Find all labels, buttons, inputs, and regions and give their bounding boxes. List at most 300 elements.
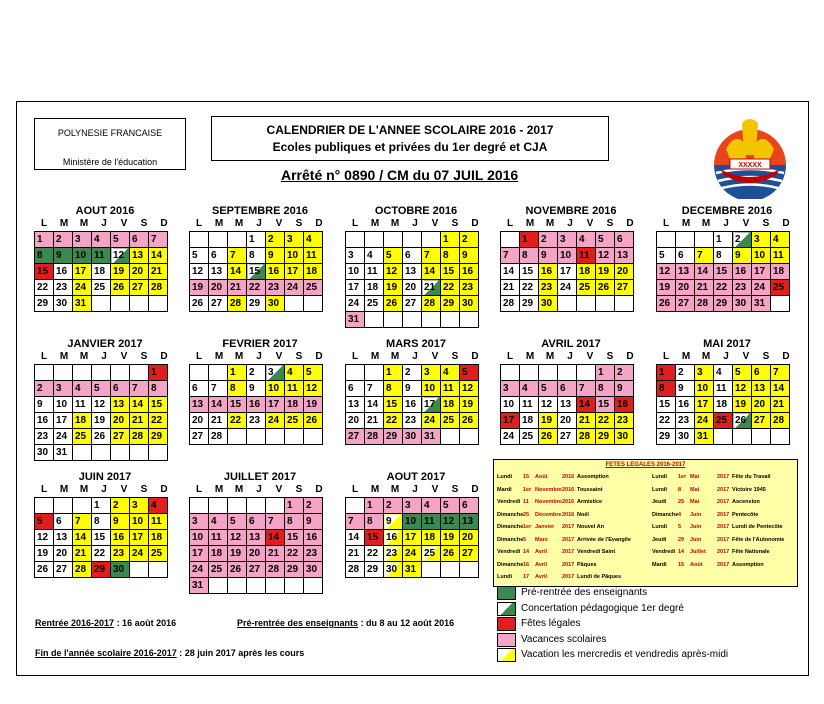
holiday-day: 4 <box>678 511 682 518</box>
day-cell: 2 <box>676 365 695 381</box>
holiday-year: 2017 <box>562 536 575 543</box>
holiday-day: 15 <box>678 561 685 568</box>
day-cell: 12 <box>92 397 111 413</box>
day-cell: 18 <box>577 264 596 280</box>
day-cell: 26 <box>111 280 130 296</box>
day-cell: 4 <box>422 498 441 514</box>
weekday-label: L <box>40 218 48 229</box>
holiday-weekday: Lundi <box>652 524 667 530</box>
empty-cell <box>441 312 460 328</box>
day-cell: 26 <box>441 546 460 562</box>
day-cell: 5 <box>733 365 752 381</box>
weekday-label: L <box>195 484 203 495</box>
day-cell: 31 <box>422 429 441 445</box>
day-cell: 5 <box>441 498 460 514</box>
day-cell: 9 <box>676 381 695 397</box>
month-grid <box>34 364 168 461</box>
day-cell: 29 <box>520 296 539 312</box>
day-cell: 3 <box>285 232 304 248</box>
month-title: MAI 2017 <box>703 338 751 350</box>
day-cell: 13 <box>54 530 73 546</box>
day-cell: 18 <box>422 530 441 546</box>
day-cell: 28 <box>266 562 285 578</box>
holiday-year: 2016 <box>562 511 575 518</box>
day-cell: 11 <box>422 514 441 530</box>
day-cell: 14 <box>228 264 247 280</box>
holiday-month: Novembre <box>535 486 562 493</box>
weekday-label: V <box>742 218 750 229</box>
weekday-header <box>34 218 176 230</box>
day-cell: 15 <box>657 397 676 413</box>
day-cell: 24 <box>346 296 365 312</box>
empty-cell <box>285 578 304 594</box>
empty-cell <box>441 562 460 578</box>
day-cell: 10 <box>130 514 149 530</box>
holiday-weekday: Lundi <box>497 474 512 480</box>
day-cell: 4 <box>304 232 323 248</box>
empty-cell <box>365 232 384 248</box>
day-cell: 19 <box>733 397 752 413</box>
day-cell: 17 <box>346 280 365 296</box>
empty-cell <box>695 232 714 248</box>
holiday-name: Armistice <box>577 499 603 505</box>
day-cell: 30 <box>35 445 54 461</box>
day-cell: 20 <box>111 413 130 429</box>
weekday-label: V <box>586 218 594 229</box>
empty-cell <box>73 445 92 461</box>
day-cell: 24 <box>422 413 441 429</box>
weekday-label: J <box>256 218 262 229</box>
day-cell: 18 <box>441 397 460 413</box>
day-cell: 11 <box>771 248 790 264</box>
rentree-date: : 16 août 2016 <box>114 618 177 628</box>
day-cell: 19 <box>596 264 615 280</box>
day-cell: 29 <box>149 429 168 445</box>
empty-cell <box>285 429 304 445</box>
empty-cell <box>209 498 228 514</box>
weekday-label: S <box>295 484 303 495</box>
day-cell: 16 <box>676 397 695 413</box>
day-cell: 15 <box>714 264 733 280</box>
holiday-year: 2017 <box>717 499 730 505</box>
weekday-label: S <box>606 218 614 229</box>
day-cell: 29 <box>247 296 266 312</box>
legend-item <box>497 586 797 600</box>
day-cell: 19 <box>539 413 558 429</box>
holiday-weekday: Vendredi <box>497 499 521 505</box>
day-cell: 17 <box>403 530 422 546</box>
day-cell: 10 <box>422 381 441 397</box>
empty-cell <box>130 445 149 461</box>
day-cell: 21 <box>130 413 149 429</box>
month-title: JUIN 2017 <box>78 471 132 483</box>
weekday-label: V <box>431 351 439 362</box>
weekday-label: J <box>412 351 418 362</box>
day-cell: 22 <box>520 280 539 296</box>
empty-cell <box>596 296 615 312</box>
legend-item <box>497 633 797 647</box>
day-cell: 27 <box>130 280 149 296</box>
day-cell: 17 <box>752 264 771 280</box>
day-cell: 9 <box>304 514 323 530</box>
day-cell: 21 <box>149 264 168 280</box>
weekday-label: M <box>701 218 711 229</box>
day-cell: 10 <box>403 514 422 530</box>
day-cell: 25 <box>422 546 441 562</box>
day-cell: 11 <box>441 381 460 397</box>
day-cell: 25 <box>285 413 304 429</box>
svg-text:XXXXX: XXXXX <box>738 162 762 169</box>
day-cell: 27 <box>752 413 771 429</box>
holiday-day: 5 <box>523 536 527 543</box>
day-cell: 25 <box>771 280 790 296</box>
holiday-month: Juin <box>690 511 702 518</box>
day-cell: 7 <box>130 381 149 397</box>
day-cell: 7 <box>266 514 285 530</box>
day-cell: 10 <box>285 248 304 264</box>
day-cell: 5 <box>228 514 247 530</box>
day-cell: 11 <box>209 530 228 546</box>
day-cell: 20 <box>403 280 422 296</box>
day-cell: 14 <box>577 397 596 413</box>
page-title: CALENDRIER DE L'ANNEE SCOLAIRE 2016 - 2017 <box>266 123 554 137</box>
day-cell: 9 <box>54 248 73 264</box>
day-cell: 1 <box>285 498 304 514</box>
empty-cell <box>285 296 304 312</box>
holiday-day: 1er <box>523 486 532 493</box>
holiday-weekday: Lundi <box>497 574 512 580</box>
weekday-label: M <box>234 218 244 229</box>
empty-cell <box>111 365 130 381</box>
day-cell: 12 <box>733 381 752 397</box>
day-cell: 12 <box>228 530 247 546</box>
day-cell: 25 <box>441 413 460 429</box>
day-cell: 26 <box>304 413 323 429</box>
weekday-header <box>656 351 798 363</box>
weekday-label: L <box>662 218 670 229</box>
day-cell: 17 <box>266 397 285 413</box>
pre-rentree-note <box>237 618 454 628</box>
weekday-label: L <box>351 218 359 229</box>
day-cell: 30 <box>733 296 752 312</box>
day-cell: 20 <box>558 413 577 429</box>
weekday-header <box>345 484 487 496</box>
french-polynesia-emblem-icon <box>706 115 794 199</box>
day-cell: 6 <box>676 248 695 264</box>
day-cell: 21 <box>577 413 596 429</box>
legend-label: Fêtes légales <box>521 618 581 629</box>
day-cell: 12 <box>384 264 403 280</box>
territory-name: POLYNESIE FRANCAISE <box>57 128 163 138</box>
day-cell: 25 <box>577 280 596 296</box>
day-cell: 1 <box>384 365 403 381</box>
day-cell: 25 <box>714 413 733 429</box>
empty-cell <box>441 429 460 445</box>
holiday-month: Décembre <box>535 511 562 518</box>
day-cell: 20 <box>752 397 771 413</box>
empty-cell <box>209 578 228 594</box>
empty-cell <box>539 365 558 381</box>
day-cell: 12 <box>190 264 209 280</box>
day-cell: 21 <box>422 280 441 296</box>
empty-cell <box>501 232 520 248</box>
day-cell: 27 <box>558 429 577 445</box>
day-cell: 14 <box>73 530 92 546</box>
weekday-header <box>34 484 176 496</box>
day-cell: 23 <box>539 280 558 296</box>
day-cell: 16 <box>460 264 479 280</box>
day-cell: 7 <box>346 514 365 530</box>
day-cell: 13 <box>247 530 266 546</box>
weekday-header <box>34 351 176 363</box>
month-title: AOUT 2016 <box>75 205 135 217</box>
day-cell: 29 <box>714 296 733 312</box>
empty-cell <box>266 578 285 594</box>
day-cell: 5 <box>35 514 54 530</box>
day-cell: 3 <box>266 365 285 381</box>
day-cell: 27 <box>111 429 130 445</box>
day-cell: 24 <box>130 546 149 562</box>
holiday-month: Avril <box>535 549 548 555</box>
public-holidays-table <box>493 459 798 587</box>
day-cell: 26 <box>384 296 403 312</box>
day-cell: 23 <box>247 413 266 429</box>
day-cell: 28 <box>695 296 714 312</box>
empty-cell <box>558 296 577 312</box>
weekday-label: D <box>160 484 168 495</box>
holiday-year: 2016 <box>562 499 575 505</box>
day-cell: 23 <box>384 546 403 562</box>
weekday-label: L <box>195 351 203 362</box>
day-cell: 30 <box>266 296 285 312</box>
day-cell: 18 <box>714 397 733 413</box>
day-cell: 27 <box>346 429 365 445</box>
holiday-name: Vendredi Saint <box>577 549 616 555</box>
weekday-label: M <box>214 218 224 229</box>
holiday-weekday: Dimanche <box>497 536 524 543</box>
day-cell: 10 <box>501 397 520 413</box>
day-cell: 2 <box>35 381 54 397</box>
day-cell: 16 <box>266 264 285 280</box>
day-cell: 10 <box>752 248 771 264</box>
day-cell: 13 <box>111 397 130 413</box>
day-cell: 17 <box>558 264 577 280</box>
day-cell: 6 <box>403 248 422 264</box>
day-cell: 2 <box>733 232 752 248</box>
day-cell: 21 <box>346 546 365 562</box>
holiday-day: 15 <box>523 474 530 480</box>
day-cell: 9 <box>266 248 285 264</box>
empty-cell <box>577 365 596 381</box>
day-cell: 6 <box>460 498 479 514</box>
empty-cell <box>657 232 676 248</box>
day-cell: 20 <box>676 280 695 296</box>
day-cell: 14 <box>422 264 441 280</box>
day-cell: 9 <box>539 248 558 264</box>
day-cell: 19 <box>35 546 54 562</box>
day-cell: 9 <box>733 248 752 264</box>
empty-cell <box>676 232 695 248</box>
weekday-label: J <box>412 484 418 495</box>
day-cell: 24 <box>695 413 714 429</box>
month-grid <box>656 231 790 312</box>
weekday-label: J <box>723 218 729 229</box>
weekday-label: M <box>681 218 691 229</box>
day-cell: 28 <box>73 562 92 578</box>
month-grid <box>345 497 479 578</box>
day-cell: 20 <box>190 413 209 429</box>
weekday-header <box>189 484 331 496</box>
day-cell: 4 <box>520 381 539 397</box>
holiday-year: 2017 <box>717 561 730 568</box>
day-cell: 15 <box>285 530 304 546</box>
empty-cell <box>209 365 228 381</box>
day-cell: 1 <box>441 232 460 248</box>
empty-cell <box>365 312 384 328</box>
weekday-label: M <box>525 351 535 362</box>
decree-reference: Arrêté n° 0890 / CM du 07 JUIL 2016 <box>281 167 519 183</box>
legend-label: Vacances scolaires <box>521 633 607 645</box>
pre-rentree-label: Pré-rentrée des enseignants <box>237 618 359 628</box>
day-cell: 11 <box>304 248 323 264</box>
empty-cell <box>460 562 479 578</box>
empty-cell <box>228 429 247 445</box>
day-cell: 15 <box>441 264 460 280</box>
day-cell: 19 <box>111 264 130 280</box>
holiday-day: 25 <box>523 511 530 518</box>
day-cell: 31 <box>695 429 714 445</box>
day-cell: 10 <box>695 381 714 397</box>
day-cell: 17 <box>501 413 520 429</box>
day-cell: 12 <box>539 397 558 413</box>
weekday-label: J <box>567 351 573 362</box>
day-cell: 13 <box>130 248 149 264</box>
day-cell: 27 <box>247 562 266 578</box>
holiday-name: Lundi de Pâques <box>577 574 622 580</box>
empty-cell <box>35 498 54 514</box>
day-cell: 29 <box>384 429 403 445</box>
day-cell: 13 <box>346 397 365 413</box>
empty-cell <box>228 498 247 514</box>
day-cell: 14 <box>771 381 790 397</box>
month-grid <box>500 364 634 445</box>
day-cell: 16 <box>304 530 323 546</box>
day-cell: 17 <box>422 397 441 413</box>
day-cell: 3 <box>501 381 520 397</box>
legend-swatch <box>497 617 516 631</box>
empty-cell <box>149 562 168 578</box>
month-grid <box>34 497 168 578</box>
day-cell: 3 <box>752 232 771 248</box>
empty-cell <box>520 365 539 381</box>
day-cell: 14 <box>149 248 168 264</box>
day-cell: 31 <box>752 296 771 312</box>
weekday-label: D <box>315 351 323 362</box>
day-cell: 6 <box>752 365 771 381</box>
holiday-day: 14 <box>523 549 530 555</box>
day-cell: 27 <box>676 296 695 312</box>
weekday-label: V <box>120 484 128 495</box>
weekday-label: M <box>390 351 400 362</box>
day-cell: 15 <box>520 264 539 280</box>
month-grid <box>189 364 323 445</box>
holiday-month: Avril <box>535 574 548 580</box>
weekday-label: S <box>606 351 614 362</box>
holiday-month: Mai <box>690 499 700 505</box>
day-cell: 20 <box>460 530 479 546</box>
day-cell: 30 <box>403 429 422 445</box>
day-cell: 21 <box>228 280 247 296</box>
holiday-year: 2016 <box>562 474 575 480</box>
day-cell: 9 <box>111 514 130 530</box>
day-cell: 6 <box>209 248 228 264</box>
empty-cell <box>73 365 92 381</box>
day-cell: 2 <box>247 365 266 381</box>
weekday-label: M <box>370 351 380 362</box>
day-cell: 19 <box>92 413 111 429</box>
day-cell: 1 <box>520 232 539 248</box>
day-cell: 1 <box>714 232 733 248</box>
day-cell: 14 <box>266 530 285 546</box>
holiday-month: Mai <box>690 486 700 493</box>
weekday-label: D <box>782 351 790 362</box>
weekday-label: M <box>214 351 224 362</box>
day-cell: 22 <box>441 280 460 296</box>
weekday-label: S <box>295 351 303 362</box>
weekday-label: L <box>40 484 48 495</box>
day-cell: 22 <box>714 280 733 296</box>
day-cell: 20 <box>130 264 149 280</box>
day-cell: 31 <box>73 296 92 312</box>
day-cell: 16 <box>539 264 558 280</box>
holiday-year: 2017 <box>562 549 575 555</box>
weekday-label: L <box>351 484 359 495</box>
month-title: JUILLET 2017 <box>223 471 297 483</box>
day-cell: 29 <box>596 429 615 445</box>
weekday-label: S <box>451 351 459 362</box>
day-cell: 12 <box>441 514 460 530</box>
day-cell: 20 <box>54 546 73 562</box>
empty-cell <box>247 498 266 514</box>
day-cell: 7 <box>771 365 790 381</box>
day-cell: 10 <box>346 264 365 280</box>
day-cell: 2 <box>384 498 403 514</box>
empty-cell <box>422 232 441 248</box>
weekday-label: J <box>101 218 107 229</box>
day-cell: 29 <box>285 562 304 578</box>
day-cell: 9 <box>460 248 479 264</box>
day-cell: 29 <box>35 296 54 312</box>
legend-label: Pré-rentrée des enseignants <box>521 587 648 598</box>
holiday-name: Toussaint <box>577 486 603 493</box>
day-cell: 26 <box>190 296 209 312</box>
day-cell: 28 <box>771 413 790 429</box>
legend-item <box>497 602 797 616</box>
weekday-label: D <box>782 218 790 229</box>
day-cell: 21 <box>365 413 384 429</box>
holiday-month: Août <box>690 561 703 568</box>
day-cell: 22 <box>228 413 247 429</box>
day-cell: 2 <box>54 232 73 248</box>
day-cell: 3 <box>346 248 365 264</box>
empty-cell <box>228 232 247 248</box>
day-cell: 25 <box>520 429 539 445</box>
day-cell: 17 <box>695 397 714 413</box>
day-cell: 23 <box>35 429 54 445</box>
day-cell: 22 <box>365 546 384 562</box>
holiday-day: 11 <box>523 499 529 505</box>
holiday-month: Août <box>535 474 548 480</box>
